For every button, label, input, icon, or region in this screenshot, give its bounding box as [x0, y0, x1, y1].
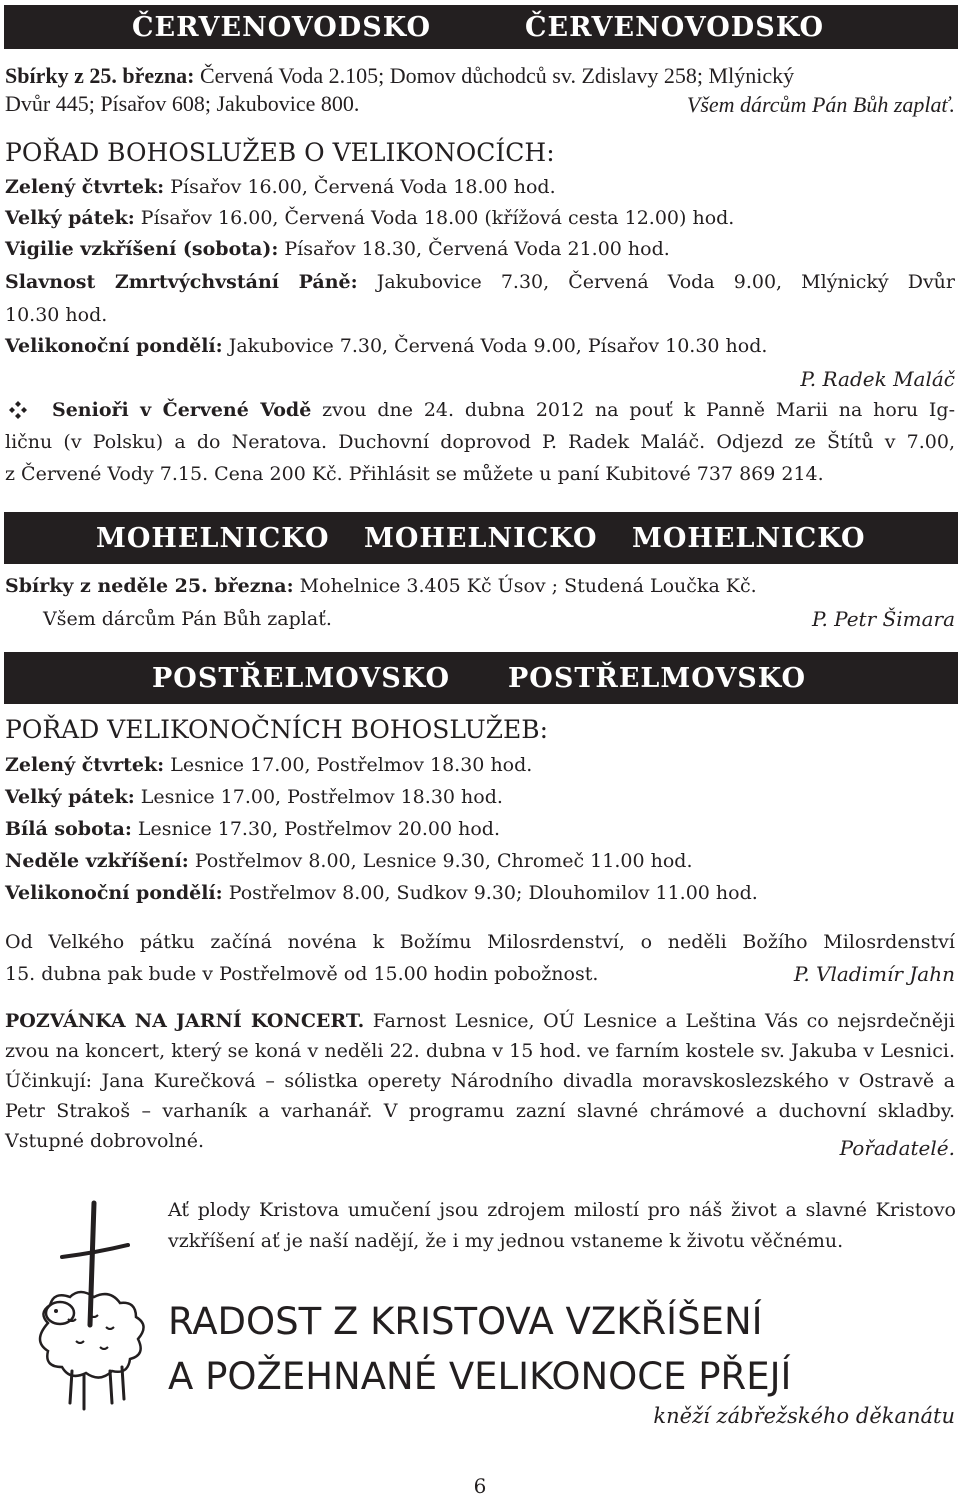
program-title: POŘAD VELIKONOČNÍCH BOHOSLUŽEB: [5, 715, 549, 744]
section-band-mohelnicko [4, 512, 958, 564]
thanks-note: Všem dárcům Pán Bůh zaplať. [686, 92, 955, 117]
thanks-note: Všem dárcům Pán Bůh zaplať. [43, 608, 332, 630]
page-number: 6 [473, 1474, 487, 1498]
schedule-row: Neděle vzkříšení: Postřelmov 8.00, Lesnice 9.30, Chromeč 11.00 hod. [5, 850, 693, 872]
schedule-row: Slavnost Zmrtvýchvstání Páně: Jakubovice 7.30, Červená Voda 9.00, Mlýnický Dvůr [5, 271, 955, 293]
section-band-cervenovodsko [4, 5, 958, 49]
signature: P. Petr Šimara [812, 607, 955, 631]
collection-line: Dvůr 445; Písařov 608; Jakubovice 800. [5, 91, 360, 116]
signature: Pořadatelé. [826, 1136, 955, 1160]
section-heading: ČERVENOVODSKO [525, 12, 824, 43]
greeting-signature: kněží zábřežského děkanátu [653, 1404, 955, 1428]
section-heading: POSTŘELMOVSKO [508, 663, 807, 694]
collection-line: Sbírky z 25. března: Červená Voda 2.105; Domov důchodců sv. Zdislavy 258; Mlýnický [5, 63, 795, 88]
seniors-paragraph-line: Senioři v Červené Vodě zvou dne 24. dubna 2012 na pouť k Panně Marii na horu Ig- [52, 399, 956, 421]
section-heading: POSTŘELMOVSKO [152, 663, 451, 694]
section-band-postrelmovsko [4, 652, 958, 704]
section-heading: MOHELNICKO [632, 523, 866, 554]
schedule-row: Velký pátek: Písařov 16.00, Červená Voda 18.00 (křížová cesta 12.00) hod. [5, 207, 735, 229]
signature: P. Vladimír Jahn [793, 962, 955, 986]
program-title: POŘAD BOHOSLUŽEB O VELIKONOCÍCH: [5, 138, 555, 167]
schedule-row: Zelený čtvrtek: Písařov 16.00, Červená Voda 18.00 hod. [5, 176, 556, 198]
lamb-with-cross-icon [20, 1195, 160, 1420]
schedule-row: 10.30 hod. [5, 304, 108, 326]
easter-greeting-line: RADOST Z KRISTOVA VZKŘÍŠENÍ [168, 1300, 763, 1343]
easter-greeting-line: A POŽEHNANÉ VELIKONOCE PŘEJÍ [168, 1355, 792, 1398]
schedule-row: Zelený čtvrtek: Lesnice 17.00, Postřelmov 18.30 hod. [5, 754, 533, 776]
novena-paragraph-line: Od Velkého pátku začíná novéna k Božímu Milosrdenství, o neděli Božího Milosrdenství [5, 931, 955, 953]
schedule-row: Vigilie vzkříšení (sobota): Písařov 18.30, Červená Voda 21.00 hod. [5, 238, 670, 260]
section-heading: ČERVENOVODSKO [132, 12, 431, 43]
seniors-paragraph-line: ličnu (v Polsku) a do Neratova. Duchovní doprovod P. Radek Maláč. Odjezd ze Štítů v 7.00, [5, 431, 955, 453]
easter-wish: Ať plody Kristova umučení jsou zdrojem milostí pro náš život a slavné Kristovo vzkříšení ať je naší nadějí, že i my jednou vstaneme k životu věčnému. [168, 1199, 956, 1252]
schedule-row: Velikonoční pondělí: Jakubovice 7.30, Červená Voda 9.00, Písařov 10.30 hod. [5, 335, 768, 357]
signature: P. Radek Maláč [800, 367, 955, 391]
schedule-row: Velký pátek: Lesnice 17.00, Postřelmov 18.30 hod. [5, 786, 503, 808]
schedule-row: Velikonoční pondělí: Postřelmov 8.00, Sudkov 9.30; Dlouhomilov 11.00 hod. [5, 882, 758, 904]
seniors-paragraph-line: z Červené Vody 7.15. Cena 200 Kč. Přihlásit se můžete u paní Kubitové 737 869 214. [5, 463, 824, 485]
novena-paragraph-line: 15. dubna pak bude v Postřelmově od 15.00 hodin pobožnost. [5, 963, 599, 985]
collection-line: Sbírky z neděle 25. března: Mohelnice 3.405 Kč Úsov ; Studená Loučka Kč. [5, 575, 757, 597]
diamond-bullet-icon [8, 400, 28, 420]
concert-paragraph: POZVÁNKA NA JARNÍ KONCERT. Farnost Lesnice, OÚ Lesnice a Leština Vás co nejsrdečněji zvou na koncert, který se koná v neděli 22. dubna v 15 hod. ve farním kostele sv. Jakuba v Lesnici. Účinkují: Jana Kurečková – sólistka operety Národního divadla moravskoslezského v Ostravě a Petr Strakoš – varhaník a varhanář. V programu zazní slavné chrámové a duchovní skladby. Vstupné dobrovolné. [5, 1010, 955, 1152]
schedule-row: Bílá sobota: Lesnice 17.30, Postřelmov 20.00 hod. [5, 818, 501, 840]
section-heading: MOHELNICKO [96, 523, 330, 554]
section-heading: MOHELNICKO [364, 523, 598, 554]
